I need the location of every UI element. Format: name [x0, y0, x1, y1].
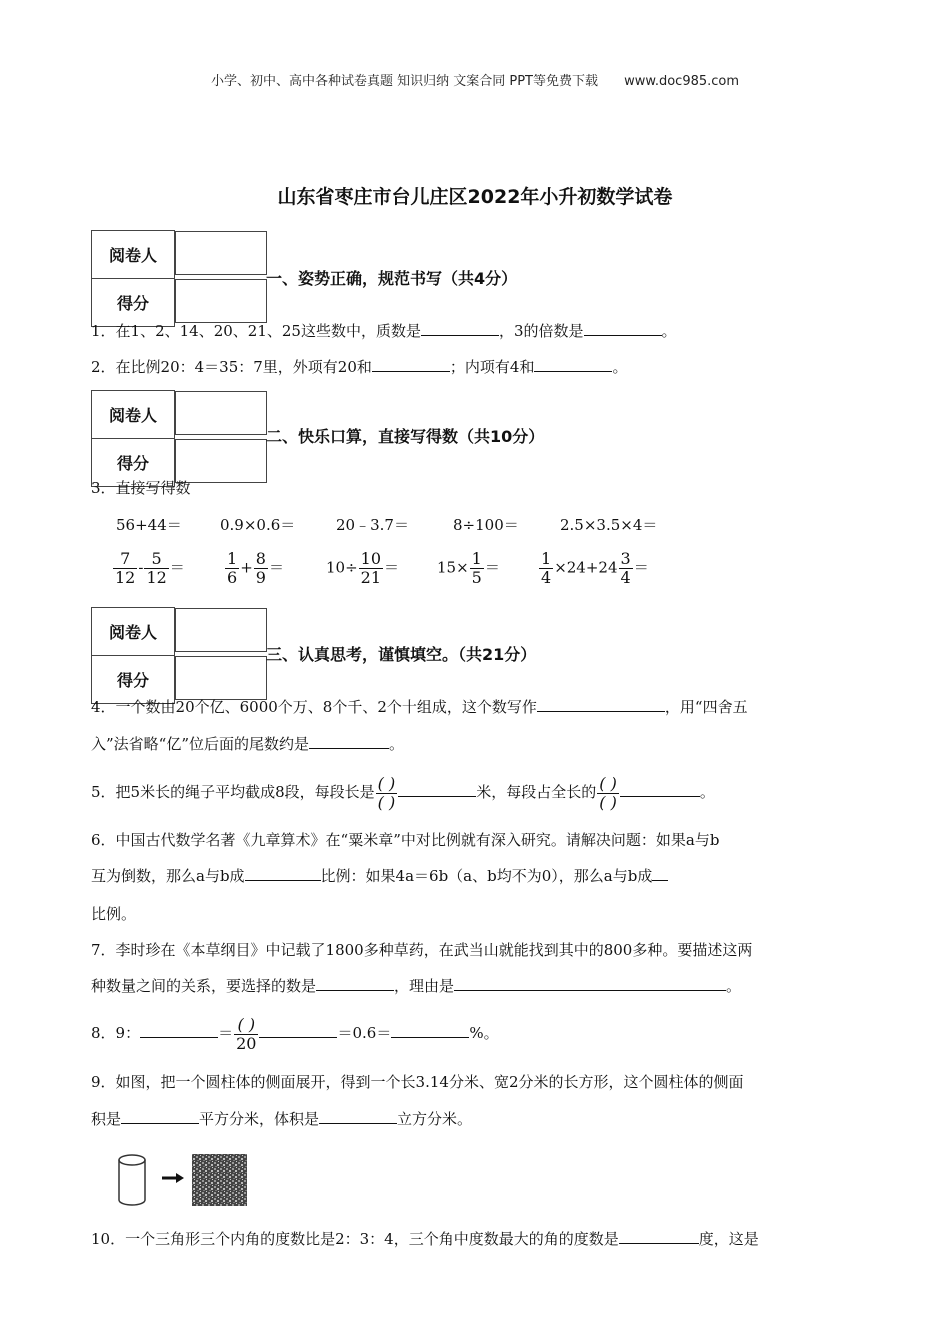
question-9-cont [91, 1109, 472, 1129]
numerator: 1 [541, 549, 552, 568]
numerator: 5 [144, 550, 168, 569]
section-1-heading: 一、姿势正确，规范书写（共4分） [266, 269, 518, 288]
prefix: 10÷ [326, 558, 358, 577]
answer-blank[interactable] [584, 321, 662, 336]
operator: + [240, 558, 253, 577]
score-label: 得分 [92, 279, 175, 327]
answer-blank[interactable] [372, 357, 450, 372]
score-cell[interactable] [175, 439, 267, 483]
answer-blank[interactable] [316, 976, 394, 991]
reviewer-label: 阅卷人 [92, 391, 175, 439]
operator: - [138, 558, 144, 577]
q6-text: 比例：如果4a＝6b（a、b均不为0），那么a与b成 [320, 867, 653, 885]
answer-blank[interactable] [620, 782, 700, 797]
calc-item: 8÷100＝ [453, 516, 519, 534]
question-6-cont [91, 866, 668, 886]
calc-item: 2.5×3.5×4＝ [560, 516, 658, 534]
question-3-label: 3．直接写得数 [91, 479, 191, 497]
score-label: 得分 [92, 439, 175, 487]
numerator: 1 [227, 549, 238, 568]
q7-text: ，理由是 [394, 977, 455, 995]
question-9: 9．如图，把一个圆柱体的侧面展开，得到一个长3.14分米、宽2分米的长方形，这个圆柱体的侧面 [91, 1073, 744, 1091]
answer-blank[interactable] [245, 866, 321, 881]
numerator: 8 [255, 549, 266, 568]
question-6: 6．中国古代数学名著《九章算术》在“粟米章”中对比例就有深入研究。请解决问题：如果a与b [91, 831, 720, 849]
question-1 [91, 321, 677, 341]
unfolded-rectangle [192, 1154, 247, 1206]
fraction-blank[interactable]: ( ) [599, 773, 617, 793]
question-7: 7．李时珍在《本草纲目》中记载了1800多种草药，在武当山就能找到其中的800多种。要描述这两 [91, 941, 753, 959]
fraction-blank[interactable]: ( ) [377, 792, 396, 812]
q8-text: ＝0.6＝ [337, 1024, 392, 1042]
denominator: 21 [360, 568, 382, 587]
question-7-cont [91, 976, 741, 996]
q1-text: 。 [661, 322, 677, 340]
cylinder-unfold-figure [112, 1150, 252, 1212]
score-cell[interactable] [175, 279, 267, 323]
equals: ＝ [484, 558, 500, 577]
q2-text: 。 [612, 358, 628, 376]
prefix: 15× [437, 558, 469, 577]
q1-text: ，3的倍数是 [498, 322, 584, 340]
page-header [0, 70, 950, 89]
answer-blank[interactable] [140, 1023, 218, 1038]
q6-text: 互为倒数，那么a与b成 [91, 867, 245, 885]
reviewer-cell[interactable] [175, 608, 267, 652]
answer-blank[interactable] [391, 1023, 469, 1038]
header-text: 小学、初中、高中各种试卷真题 知识归纳 文案合同 PPT等免费下载 [210, 74, 598, 89]
q9-text: 立方分米。 [397, 1110, 473, 1128]
equals: ＝ [218, 1024, 234, 1042]
calc-item: 0.9×0.6＝ [220, 516, 296, 534]
numerator: 3 [620, 549, 631, 568]
denominator: 12 [146, 568, 167, 587]
calc-fraction-item [538, 550, 649, 587]
q1-text: 1．在1、2、14、20、21、25这些数中，质数是 [91, 322, 421, 340]
q5-text: 米，每段占全长的 [476, 783, 597, 801]
header-url[interactable]: www.doc985.com [624, 74, 740, 89]
question-4 [91, 697, 748, 717]
equals: ＝ [384, 558, 400, 577]
denominator: 4 [620, 568, 631, 587]
denominator: 4 [541, 568, 552, 587]
calc-item: 56+44＝ [116, 516, 182, 534]
denominator: 12 [115, 568, 136, 587]
score-box [91, 607, 268, 704]
score-cell[interactable] [175, 656, 267, 700]
q10-text: 10．一个三角形三个内角的度数比是2：3：4，三个角中度数最大的角的度数是 [91, 1230, 619, 1248]
equals: ＝ [633, 558, 649, 577]
calc-fraction-item [326, 550, 399, 587]
reviewer-label: 阅卷人 [92, 608, 175, 656]
question-5 [91, 770, 715, 814]
answer-blank[interactable] [309, 734, 389, 749]
denominator: 5 [471, 568, 482, 587]
calc-fraction-item [112, 550, 185, 587]
q4-text: 。 [389, 735, 405, 753]
q7-text: 。 [726, 977, 742, 995]
denominator: 6 [227, 568, 238, 587]
section-3-heading: 三、认真思考，谨慎填空。（共21分） [266, 645, 537, 664]
question-2 [91, 357, 627, 377]
q2-text: ；内项有4和 [449, 358, 535, 376]
answer-blank[interactable] [421, 321, 499, 336]
exam-title: 山东省枣庄市台儿庄区2022年小升初数学试卷 [277, 186, 673, 208]
equals: ＝ [268, 558, 284, 577]
reviewer-label: 阅卷人 [92, 231, 175, 279]
q9-text: 平方分米，体积是 [199, 1110, 320, 1128]
reviewer-cell[interactable] [175, 231, 267, 275]
q7-text: 种数量之间的关系，要选择的数是 [91, 977, 317, 995]
q9-text: 积是 [91, 1110, 122, 1128]
arrow-right-icon [162, 1173, 184, 1183]
denominator: 20 [236, 1033, 257, 1053]
section-2-heading: 二、快乐口算，直接写得数（共10分） [266, 427, 545, 446]
numerator: 1 [471, 549, 482, 568]
q5-text: 5．把5米长的绳子平均截成8段，每段长是 [91, 783, 375, 801]
denominator: 9 [255, 568, 266, 587]
answer-blank[interactable] [619, 1229, 699, 1244]
q8-text: 8．9： [91, 1024, 141, 1042]
calc-item: 20﹣3.7＝ [336, 516, 409, 534]
fraction-blank[interactable]: ( ) [599, 792, 617, 812]
q4-text: 4．一个数由20个亿、6000个万、8个千、2个十组成，这个数写作 [91, 698, 537, 716]
score-box [91, 230, 268, 327]
fraction-blank[interactable]: ( ) [377, 773, 396, 793]
answer-blank[interactable] [652, 866, 668, 881]
question-8 [91, 1011, 499, 1055]
q8-text: %。 [469, 1024, 499, 1042]
q2-text: 2．在比例20：4＝35：7里，外项有20和 [91, 358, 372, 376]
reviewer-cell[interactable] [175, 391, 267, 435]
equals: ＝ [169, 558, 185, 577]
numerator: 7 [113, 550, 137, 569]
answer-blank[interactable] [454, 976, 726, 991]
question-10 [91, 1229, 759, 1249]
score-box [91, 390, 268, 487]
score-label: 得分 [92, 656, 175, 704]
answer-blank[interactable] [259, 1023, 337, 1038]
q4-text: 入”法省略“亿”位后面的尾数约是 [91, 735, 310, 753]
question-4-cont [91, 734, 404, 754]
answer-blank[interactable] [398, 782, 476, 797]
answer-blank[interactable] [534, 357, 612, 372]
answer-blank[interactable] [537, 697, 665, 712]
cylinder-icon [119, 1155, 145, 1205]
question-6-end: 比例。 [91, 905, 137, 923]
calc-fraction-item [224, 550, 284, 587]
q5-text: 。 [699, 783, 715, 801]
answer-blank[interactable] [121, 1109, 199, 1124]
fraction-blank[interactable]: ( ) [234, 1016, 258, 1035]
q10-text: 度，这是 [698, 1230, 759, 1248]
numerator: 10 [360, 549, 382, 568]
q4-text: ，用“四舍五 [664, 698, 748, 716]
answer-blank[interactable] [319, 1109, 397, 1124]
middle-expression: ×24+24 [554, 558, 618, 577]
calc-fraction-item [437, 550, 500, 587]
